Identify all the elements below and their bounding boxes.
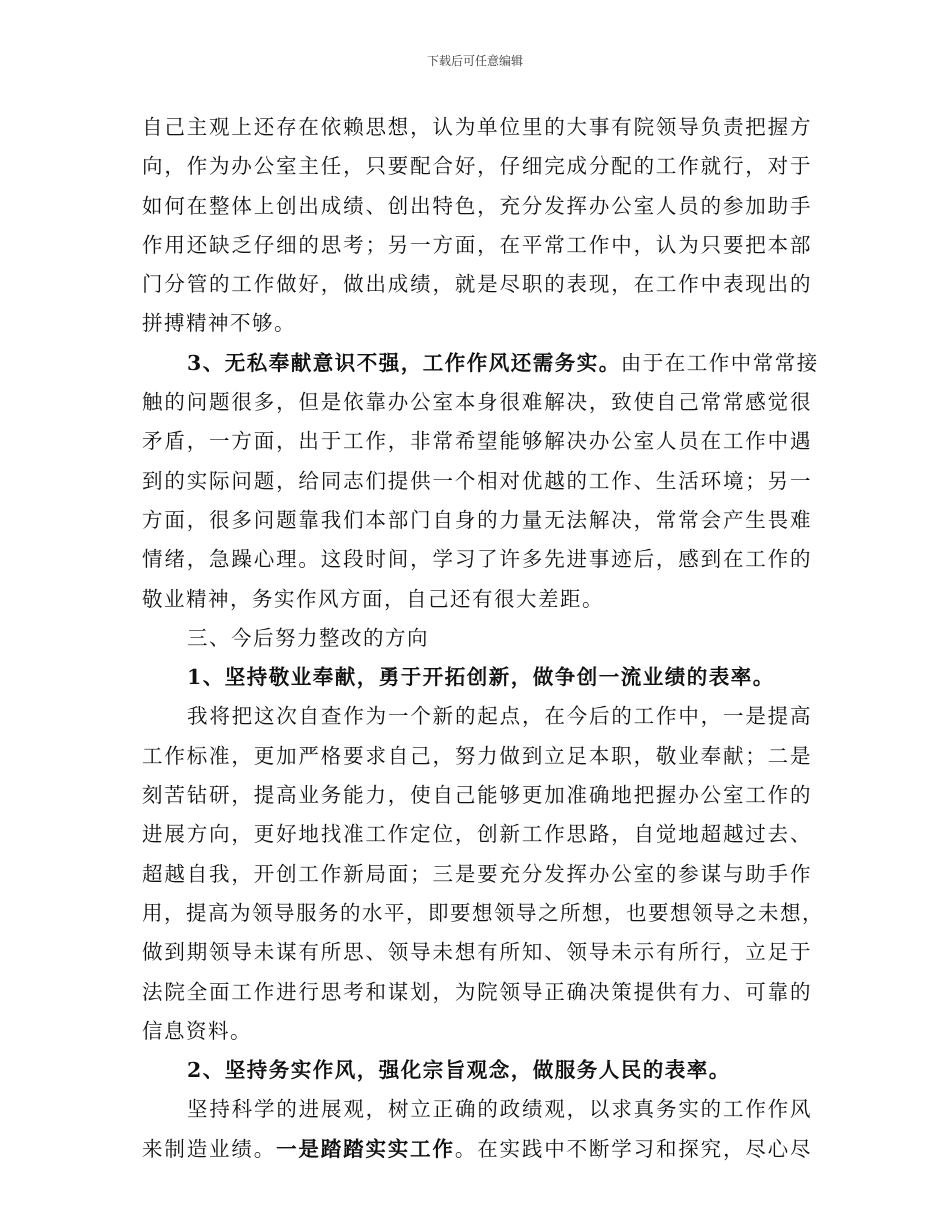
text-run: 到的实际问题，给同志们提供一个相对优越的工作、生活环境；另一 — [142, 468, 812, 493]
document-body — [142, 108, 824, 1169]
text-line — [142, 855, 812, 894]
text-line — [142, 108, 812, 147]
text-line — [142, 304, 812, 343]
text-line — [142, 776, 812, 815]
text-run: 工作标准，更加严格要求自己，努力做到立足本职，敬业奉献；二是 — [142, 743, 812, 768]
text-run: 我将把这次自查作为一个新的起点，在今后的工作中，一是提高 — [187, 704, 812, 729]
text-run: 情绪，急躁心理。这段时间，学习了许多先进事迹后，感到在工作的 — [142, 547, 812, 572]
text-run: 拼搏精神不够。 — [142, 311, 296, 336]
text-run: 作用还缺乏仔细的思考；另一方面，在平常工作中，认为只要把本部 — [142, 232, 812, 257]
text-line — [142, 226, 812, 265]
text-line — [142, 815, 812, 854]
text-line — [142, 344, 819, 383]
text-line — [142, 658, 812, 697]
text-run: 进展方向，更好地找准工作定位，创新工作思路，自觉地超越过去、 — [142, 822, 812, 847]
text-run: 三、今后努力整改的方向 — [187, 625, 429, 650]
text-line — [142, 501, 812, 540]
text-run: 向，作为办公室主任，只要配合好，仔细完成分配的工作就行，对于 — [142, 154, 812, 179]
text-run: 敬业精神，务实作风方面，自己还有很大差距。 — [142, 586, 604, 611]
text-run: 用，提高为领导服务的水平，即要想领导之所想，也要想领导之未想， — [142, 900, 824, 925]
bold-text-run: 2、坚持务实作风，强化宗旨观念，做服务人民的表率。 — [187, 1058, 731, 1083]
text-line — [142, 1012, 812, 1051]
text-line — [142, 973, 812, 1012]
text-run: 门分管的工作做好，做出成绩，就是尽职的表现，在工作中表现出的 — [142, 272, 812, 297]
text-run: 。在实践中不断学习和探究，尽心尽 — [454, 1136, 813, 1161]
text-line — [142, 187, 812, 226]
text-run: 法院全面工作进行思考和谋划，为院领导正确决策提供有力、可靠的 — [142, 979, 812, 1004]
text-run: 坚持科学的进展观，树立正确的政绩观，以求真务实的工作作风 — [187, 1097, 812, 1122]
text-run: 刻苦钻研，提高业务能力，使自己能够更加准确地把握办公室工作的 — [142, 783, 812, 808]
text-run: 触的问题很多，但是依靠办公室本身很难解决，致使自己常常感觉很 — [142, 390, 812, 415]
text-line — [142, 422, 812, 461]
bold-text-run: 1、坚持敬业奉献，勇于开拓创新，做争创一流业绩的表率。 — [187, 665, 775, 690]
text-run: 由于在工作中常常接 — [620, 350, 819, 375]
text-line — [142, 580, 812, 619]
text-run: 方面，很多问题靠我们本部门自身的力量无法解决，常常会产生畏难 — [142, 507, 812, 532]
bold-text-run: 3、无私奉献意识不强，工作作风还需务实。 — [187, 350, 621, 375]
text-line — [142, 619, 812, 658]
text-line — [142, 737, 812, 776]
text-line — [142, 147, 812, 186]
text-run: 做到期领导未谋有所思、领导未想有所知、领导未示有所行，立足于 — [142, 940, 812, 965]
text-line — [142, 540, 812, 579]
text-line — [142, 933, 812, 972]
bold-text-run: 一是踏踏实实工作 — [276, 1136, 455, 1161]
text-line — [142, 697, 812, 736]
text-line — [142, 383, 812, 422]
text-run: 矛盾，一方面，出于工作，非常希望能够解决办公室人员在工作中遇 — [142, 429, 812, 454]
text-run: 信息资料。 — [142, 1018, 252, 1043]
text-line — [142, 1130, 812, 1169]
text-line — [142, 1090, 812, 1129]
page-header: 下载后可任意编辑 — [426, 54, 523, 68]
text-line — [142, 462, 812, 501]
text-line — [142, 265, 812, 304]
text-line — [142, 1051, 812, 1090]
text-run: 自己主观上还存在依赖思想，认为单位里的大事有院领导负责把握方 — [142, 115, 812, 139]
text-run: 超越自我，开创工作新局面；三是要充分发挥办公室的参谋与助手作 — [142, 861, 812, 886]
text-run: 如何在整体上创出成绩、创出特色，充分发挥办公室人员的参加助手 — [142, 193, 812, 218]
text-line — [142, 894, 824, 933]
text-run: 来制造业绩。 — [142, 1136, 277, 1161]
